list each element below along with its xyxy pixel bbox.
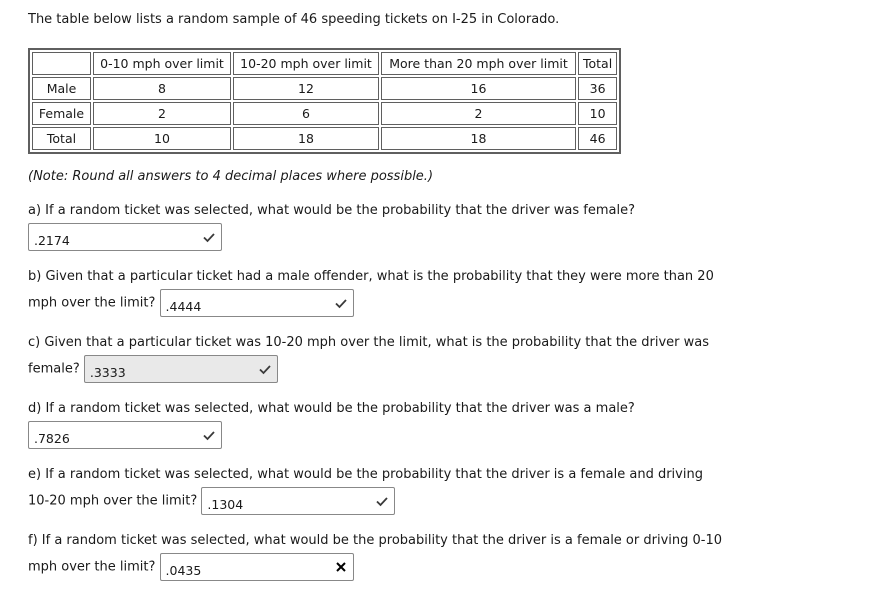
- question-d: [28, 397, 635, 449]
- answer-c-input[interactable]: [84, 355, 278, 383]
- header-total: Total: [578, 52, 617, 75]
- question-c-text-line2: female?: [28, 361, 80, 377]
- question-f: [28, 529, 722, 581]
- header-blank: [32, 52, 91, 75]
- check-icon: [201, 427, 217, 451]
- check-icon: [257, 361, 273, 385]
- answer-e-input[interactable]: [201, 487, 395, 515]
- answer-f-value: .0435: [165, 563, 202, 578]
- check-icon: [374, 493, 390, 517]
- question-f-text-line1: f) If a random ticket was selected, what would be the probability that the driver is a female or driving 0-10: [28, 533, 723, 548]
- question-b-text-line1: b) Given that a particular ticket had a male offender, what is the probability that they were more than 20: [28, 269, 714, 284]
- question-e: [28, 463, 703, 515]
- question-a-text: a) If a random ticket was selected, what would be the probability that the driver was female?: [28, 203, 635, 218]
- row-label: Male: [32, 77, 91, 100]
- answer-f-input[interactable]: [160, 553, 354, 581]
- rounding-note: (Note: Round all answers to 4 decimal places where possible.): [28, 169, 434, 184]
- table-cell: 2: [93, 102, 231, 125]
- table-cell: 6: [233, 102, 379, 125]
- answer-c-value: .3333: [89, 365, 126, 380]
- question-c: [28, 331, 709, 383]
- table-cell: 46: [578, 127, 617, 150]
- table-cell: 16: [381, 77, 576, 100]
- answer-a-value: .2174: [34, 233, 70, 248]
- check-icon: [333, 295, 349, 319]
- row-label: Total: [32, 127, 91, 150]
- table-row: [32, 102, 617, 125]
- table-cell: 18: [381, 127, 576, 150]
- question-e-text-line1: e) If a random ticket was selected, what would be the probability that the driver is a female and driving: [28, 467, 703, 482]
- row-label: Female: [32, 102, 91, 125]
- table-header-row: [32, 52, 617, 75]
- answer-d-value: .7826: [34, 431, 70, 446]
- answer-b-value: .4444: [165, 299, 202, 314]
- question-c-text-line1: c) Given that a particular ticket was 10-20 mph over the limit, what is the probability that the driver was: [28, 335, 710, 350]
- answer-b-input[interactable]: [160, 289, 354, 317]
- table-row: [32, 77, 617, 100]
- table-row: [32, 127, 617, 150]
- table-cell: 18: [233, 127, 379, 150]
- question-e-text-line2: 10-20 mph over the limit?: [28, 493, 198, 509]
- header-over-20: More than 20 mph over limit: [381, 52, 576, 75]
- table-cell: 2: [381, 102, 576, 125]
- table-cell: 10: [93, 127, 231, 150]
- answer-a-input[interactable]: [28, 223, 222, 251]
- table-cell: 8: [93, 77, 231, 100]
- question-f-text-line2: mph over the limit?: [28, 559, 156, 575]
- table-cell: 10: [578, 102, 617, 125]
- question-b-text-line2: mph over the limit?: [28, 295, 156, 311]
- question-a: [28, 199, 635, 251]
- intro-text: The table below lists a random sample of 46 speeding tickets on I-25 in Colorado.: [28, 12, 560, 27]
- header-10-20: 10-20 mph over limit: [233, 52, 379, 75]
- answer-d-input[interactable]: [28, 421, 222, 449]
- table-cell: 36: [578, 77, 617, 100]
- speeding-tickets-table: [28, 48, 621, 154]
- cross-icon: [333, 559, 349, 583]
- answer-e-value: .1304: [207, 497, 244, 512]
- check-icon: [201, 229, 217, 253]
- question-b: [28, 265, 714, 317]
- question-d-text: d) If a random ticket was selected, what would be the probability that the driver was a male?: [28, 401, 635, 416]
- header-0-10: 0-10 mph over limit: [93, 52, 231, 75]
- table-cell: 12: [233, 77, 379, 100]
